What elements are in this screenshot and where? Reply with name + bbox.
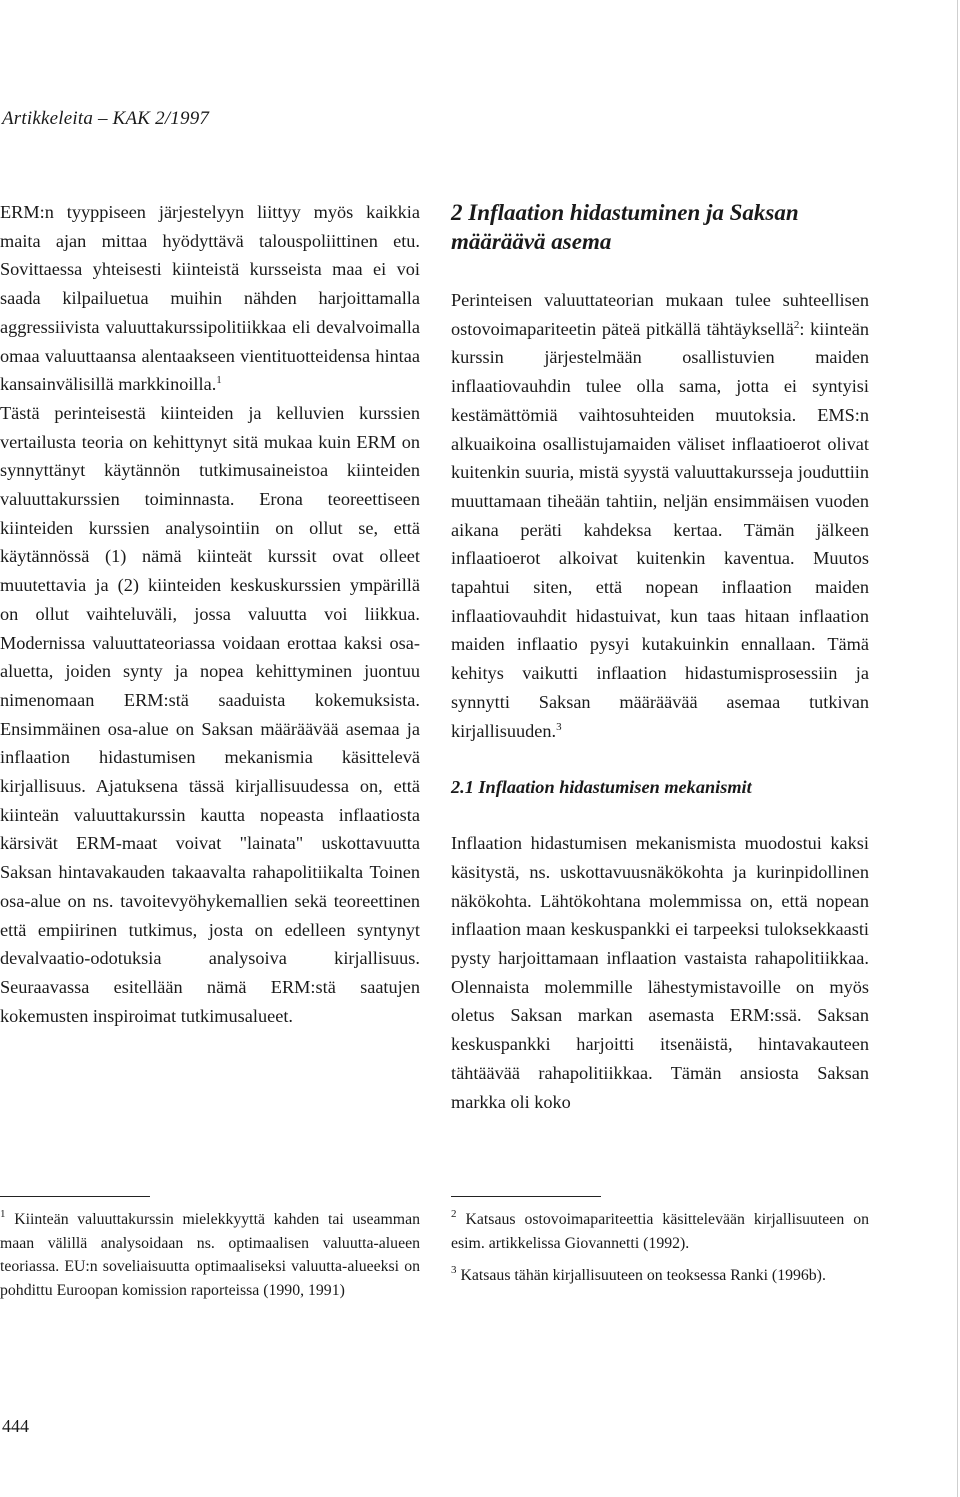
- footnote-num: 3: [451, 1264, 457, 1276]
- footnote-text: Katsaus tähän kirjallisuuteen on teoksessa Ranki (1996b).: [460, 1267, 826, 1284]
- footnote-1: [0, 1208, 420, 1302]
- footnote-3: [451, 1264, 869, 1288]
- scan-edge-line: [957, 0, 958, 1497]
- footnote-num: 2: [451, 1208, 457, 1220]
- page-number: 444: [2, 1416, 29, 1436]
- left-column: [0, 198, 420, 1030]
- section-title: 2 Inflaation hidastuminen ja Saksan määräävä asema: [451, 200, 799, 254]
- footnote-text: Kiinteän valuuttakurssin mielekkyyttä kahden tai useamman maan välillä analysoidaan ns. optimaalisen valuutta-alueen teoriassa. EU:n soveliaisuutta optimaaliseksi valuutta-alueeksi on pohdittu Euroopan komission raporteissa (1990, 1991): [0, 1211, 420, 1299]
- subsection-title: 2.1 Inflaation hidastumisen mekanismit: [451, 777, 752, 798]
- footnotes-right: [451, 1208, 869, 1297]
- footnote-rule-right: [451, 1196, 601, 1197]
- footnote-text: Katsaus ostovoimapariteettia käsittelevään kirjallisuuteen on esim. artikkelissa Giovannetti (1992).: [451, 1211, 869, 1252]
- footnote-num: 1: [0, 1208, 6, 1220]
- right-column: [451, 198, 869, 1116]
- footnote-rule-left: [0, 1196, 150, 1197]
- left-paragraph-1: [0, 198, 420, 399]
- left-paragraph-1-text: ERM:n tyyppiseen järjestelyyn liittyy myös kaikkia maita ajan mittaa hyödyttävä talouspoliittinen etu. Sovittaessa yhteisesti kiinteistä kursseista maa ei voi saada kilpailuetua muihin nähden harjoittamalla aggressiivista valuuttakurssipolitiikkaa eli devalvoimalla omaa valuuttaansa alentaakseen vientituotteidensa hintaa kansainvälisillä markkinoilla.: [0, 202, 420, 395]
- footnote-ref-1: 1: [216, 374, 222, 387]
- footnote-ref-2: 2: [793, 318, 800, 331]
- right-paragraph-1-text-b: : kiinteän kurssin järjestelmään osallistuvien maiden inflaatiovauhdin tulee olla sama, jotta ei syntyisi kestämättömiä vaihtosuhteiden muutoksia. EMS:n alkuaikoina osallistujamaiden väliset inflaatioerot olivat kuitenkin suuria, mistä syystä valuuttakursseja jouduttiin muuttamaan tiheään tahtiin, neljän ensimmäisen vuoden aikana peräti kahdeksa kertaa. Tämän jälkeen inflaatioerot alkoivat kuitenkin kaventua. Muutos tapahtui siten, että nopean inflaation maiden inflaatiovauhdit hidastuivat, kun taas hitaan inflaation maiden inflaatio pysyi kutakuinkin ennallaan. Tämä kehitys vaikutti inflaation hidastumisprosessiin ja synnytti Saksan määräävää asemaa tutkivan kirjallisuuden.: [451, 318, 869, 741]
- footnotes-left: [0, 1208, 420, 1311]
- right-paragraph-2: Inflaation hidastumisen mekanismista muodostui kaksi käsitystä, ns. uskottavuusnäkökohta ja kurinpidollinen näkökohta. Lähtökohtana molemmissa on, että nopean inflaation maan keskuspankki ei tarpeeksi tuloksekkaasti pysty harjoittamaan inflaation vastaista rahapolitiikkaa. Olennaista molemmille lähestymistavoille on myös oletus Saksan markan asemasta ERM:ssä. Saksan keskuspankki harjoitti itsenäistä, hintavakauteen tähtäävää rahapolitiikkaa. Tämän ansiosta Saksan markka oli koko: [451, 833, 869, 1112]
- running-head: Artikkeleita – KAK 2/1997: [2, 108, 210, 129]
- right-paragraph-1: [451, 286, 869, 745]
- footnote-2: [451, 1208, 869, 1255]
- left-paragraph-2: Tästä perinteisestä kiinteiden ja kelluvien kurssien vertailusta teoria on kehittynyt sitä mukaa kuin ERM on synnyttänyt käytännön tutkimusaineistoa kiinteiden valuuttakurssien toiminnasta. Erona teoreettiseen kiinteiden kurssien analysointiin on ollut se, että käytännössä (1) nämä kiinteät kurssit ovat olleet muutettavia ja (2) kiinteiden keskuskurssien ympärillä on ollut vaihteluväli, jossa valuutta voi liikkua. Modernissa valuuttateoriassa voidaan erottaa kaksi osa-aluetta, joiden synty ja nopea kehittyminen juontuu nimenomaan ERM:stä saaduista kokemuksista. Ensimmäinen osa-alue on Saksan määräävää asemaa ja inflaation hidastumisen mekanismia käsittelevä kirjallisuus. Ajatuksena tässä kirjallisuudessa on, että kiinteän valuuttakurssin kautta nopeasta inflaatiosta kärsivät ERM-maat voivat "lainata" uskottavuutta Saksan hintavakauden takaavalta rahapolitiikalta Toinen osa-alue on ns. tavoitevyöhykemallien sekä teoreettinen että empiirinen tutkimus, josta on edelleen syntynyt devalvaatio-odotuksia analysoiva kirjallisuus. Seuraavassa esitellään nämä ERM:stä saatujen kokemusten inspiroimat tutkimusalueet.: [0, 402, 420, 1026]
- right-paragraph-1-text-a: Perinteisen valuuttateorian mukaan tulee suhteellisen ostovoimapariteetin päteä pitkällä tähtäyksellä: [451, 290, 869, 339]
- footnote-ref-3: 3: [556, 720, 562, 733]
